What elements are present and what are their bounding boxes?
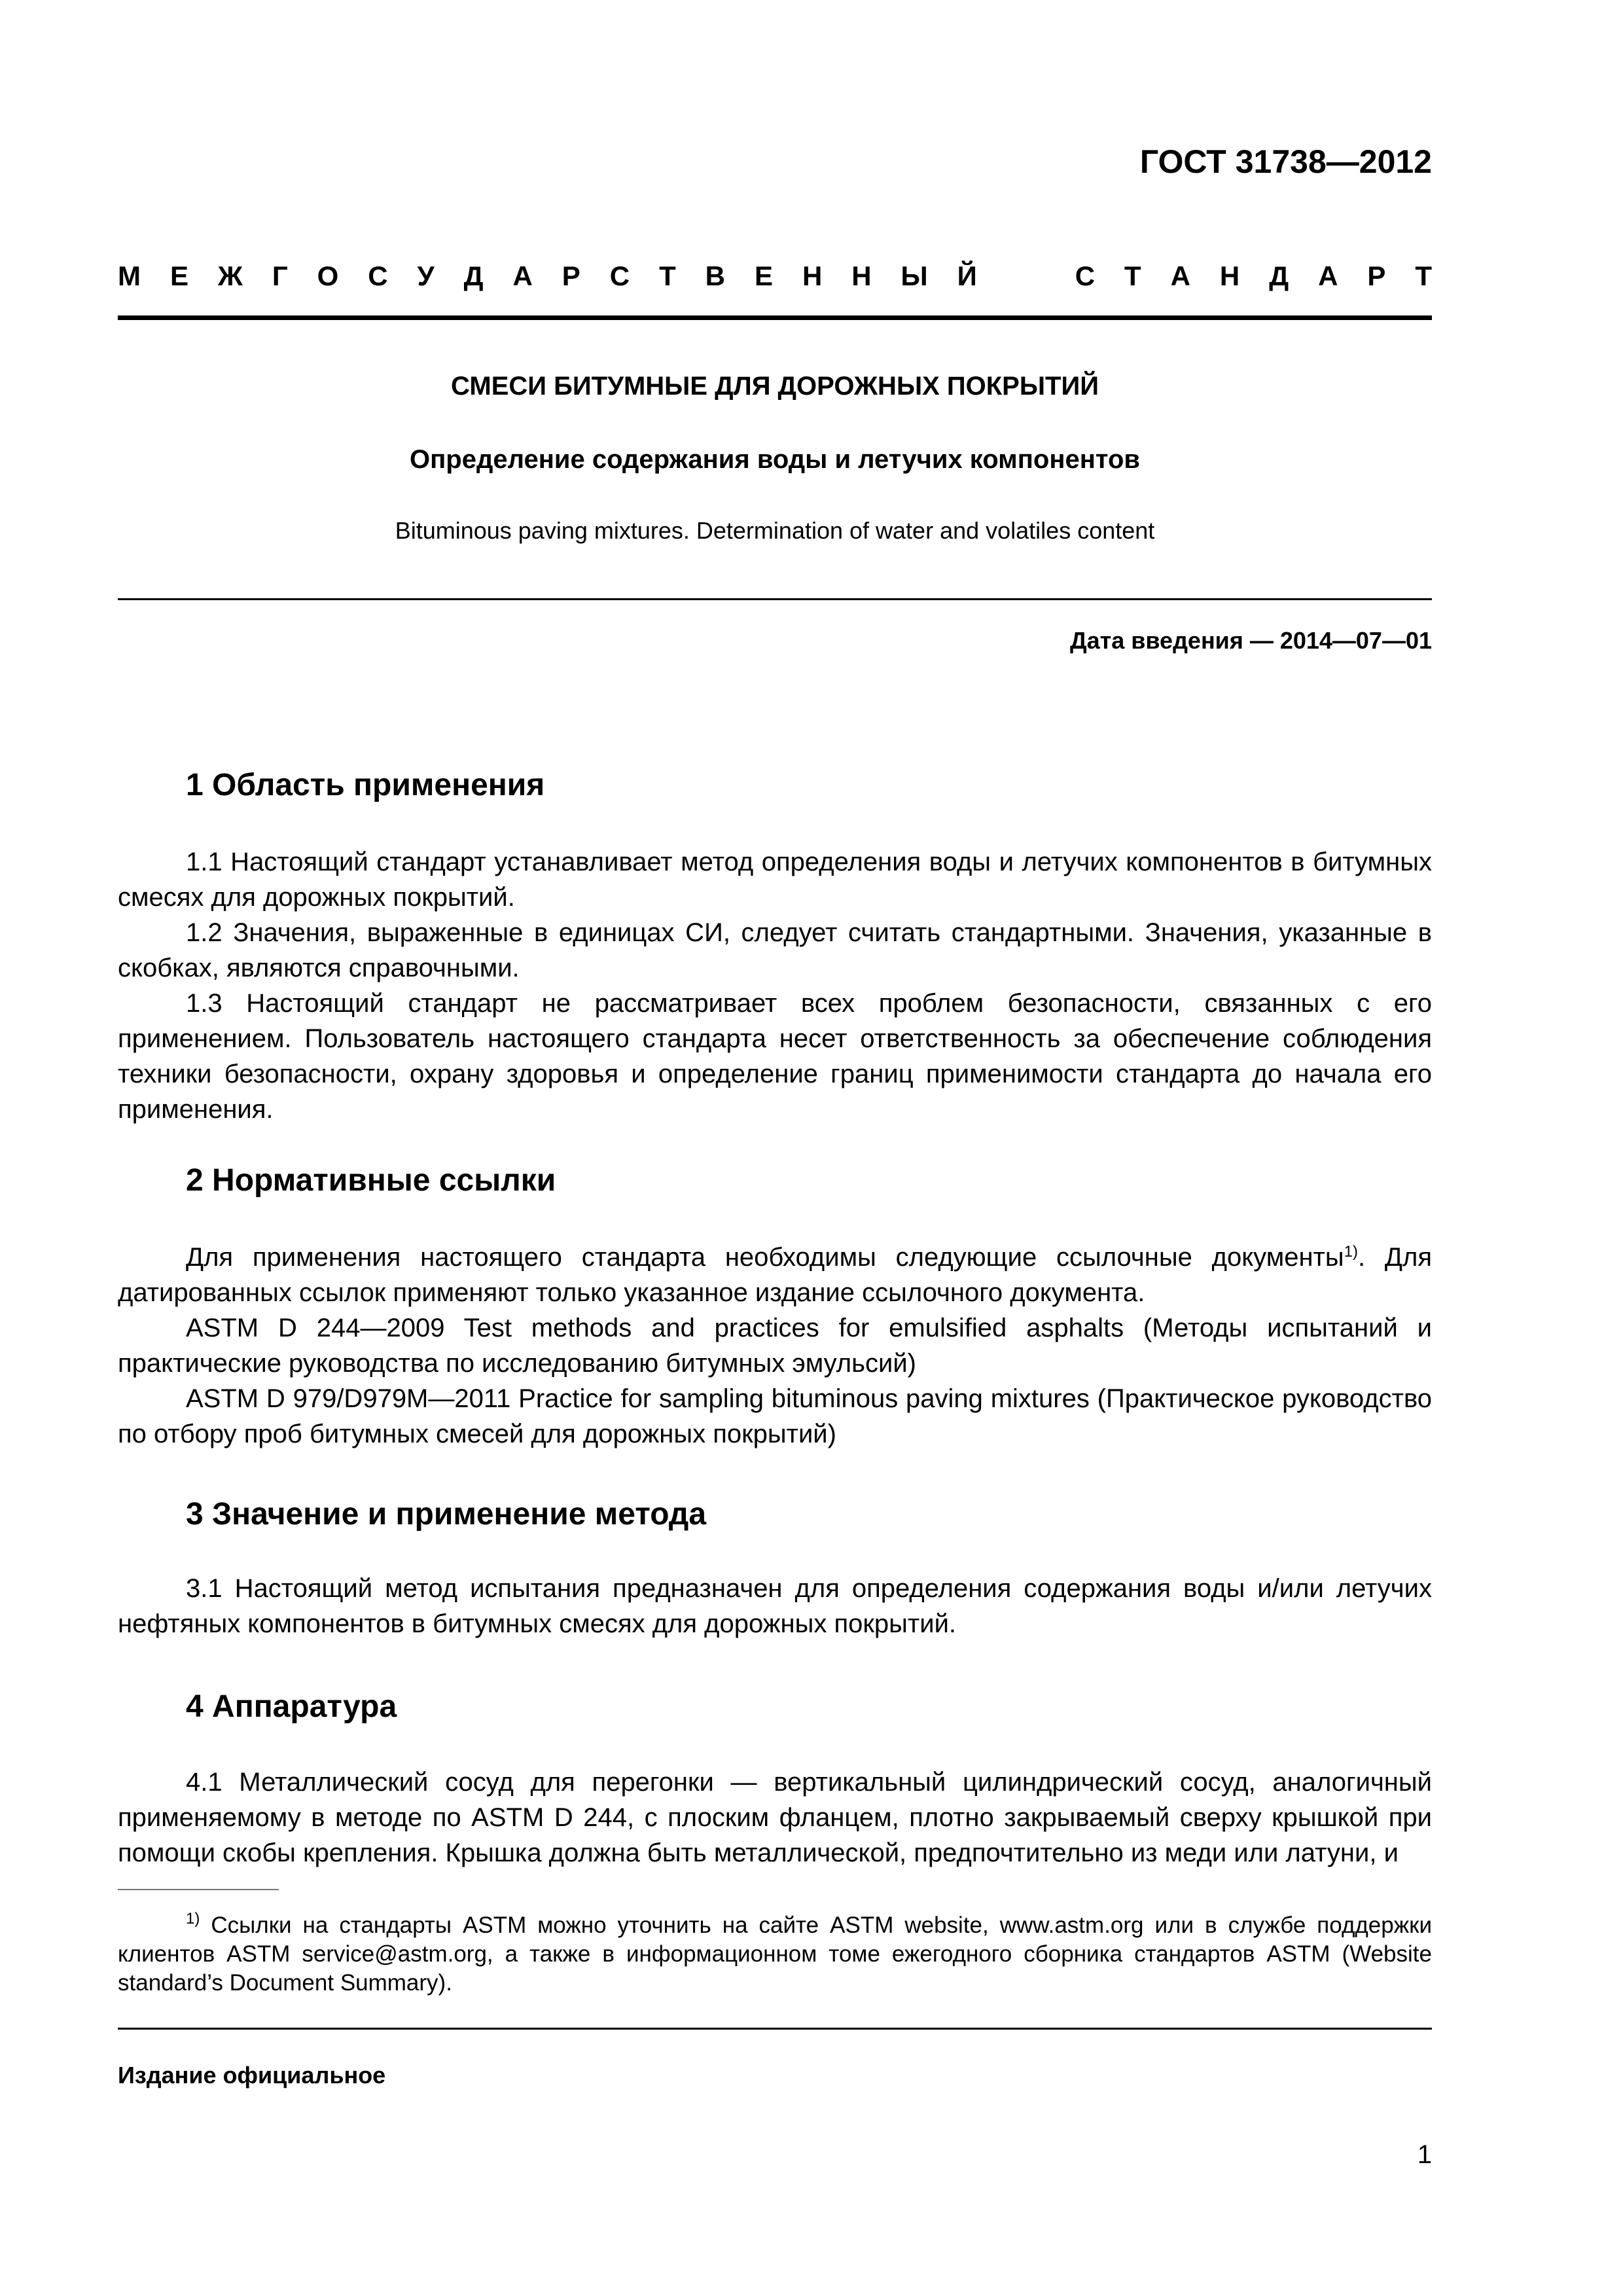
banner-letter: А — [512, 260, 533, 291]
footnote-text: Ссылки на стандарты ASTM можно уточнить на сайте ASTM website, www.astm.org или в службе поддержки клиентов ASTM service@astm.org, а также в информационном томе ежегодного сборника стандартов ASTM (Website standard’s Document Summary). — [118, 1912, 1433, 1996]
paragraph-2-2: ASTM D 244—2009 Test methods and practices for emulsified asphalts (Методы испытаний и практические руководства по исследованию битумных эмульсий) — [118, 1314, 1432, 1378]
paragraph-2-1-text-b: . Для датированных ссылок применяют только указанное издание ссылочного документа. — [118, 1243, 1432, 1307]
page-number: 1 — [1417, 2140, 1432, 2169]
section-heading-3: 3 Значение и применение метода — [186, 1497, 707, 1532]
banner-letter: Д — [1269, 260, 1289, 291]
paragraph-1-2: 1.2 Значения, выраженные в единицах СИ, следует считать стандартными. Значения, указанные в скобках, являются справочными. — [118, 918, 1432, 982]
banner-letter: Р — [1367, 260, 1386, 291]
title-rule — [118, 598, 1432, 600]
paragraph-1-3: 1.3 Настоящий стандарт не рассматривает всех проблем безопасности, связанных с его применением. Пользователь настоящего стандарта несет ответственность за обеспечение соблюдения техники безопасности, охрану здоровья и определение границ применимости стандарта до начала его применения. — [118, 989, 1432, 1124]
banner-letter: Р — [562, 260, 580, 291]
paragraph-3-1: 3.1 Настоящий метод испытания предназначен для определения содержания воды и/или летучих нефтяных компонентов в битумных смесях для дорожных покрытий. — [118, 1574, 1432, 1638]
footnote-separator — [118, 1889, 279, 1890]
banner-letter: Н — [851, 260, 872, 291]
document-title-english: Bituminous paving mixtures. Determination of water and volatiles content — [395, 517, 1155, 544]
banner-letter: Т — [659, 260, 676, 291]
official-edition-label: Издание официальное — [118, 2062, 386, 2089]
banner-letter: Н — [802, 260, 823, 291]
banner-letter: М — [118, 260, 141, 291]
banner-letter: А — [1170, 260, 1190, 291]
document-title: СМЕСИ БИТУМНЫЕ ДЛЯ ДОРОЖНЫХ ПОКРЫТИЙ — [451, 372, 1099, 401]
paragraph-2-3: ASTM D 979/D979M—2011 Practice for sampling bituminous paving mixtures (Практическое руководство по отбору проб битумных смесей для дорожных покрытий) — [118, 1384, 1432, 1448]
interstate-standard-banner — [118, 257, 1432, 296]
banner-letter: Т — [1124, 260, 1141, 291]
banner-letter: Ж — [217, 260, 243, 291]
banner-letter: В — [705, 260, 726, 291]
footer-rule — [118, 2028, 1432, 2030]
paragraph-2-1 — [118, 1240, 1432, 1310]
footnote-reference: 1) — [1344, 1243, 1358, 1261]
banner-letter: С — [609, 260, 630, 291]
banner-letter: У — [417, 260, 435, 291]
banner-letter: О — [317, 260, 339, 291]
banner-letter: Й — [957, 260, 977, 291]
section-heading-1: 1 Область применения — [186, 768, 545, 802]
banner-letter: Е — [754, 260, 773, 291]
section-heading-4: 4 Аппаратура — [186, 1689, 397, 1724]
section-heading-2: 2 Нормативные ссылки — [186, 1163, 556, 1198]
banner-letter: Е — [169, 260, 188, 291]
document-subtitle: Определение содержания воды и летучих компонентов — [410, 445, 1140, 474]
banner-letter: Г — [272, 260, 288, 291]
gost-number: ГОСТ 31738—2012 — [1139, 143, 1432, 180]
banner-letter: Д — [463, 260, 484, 291]
banner-letter: А — [1318, 260, 1338, 291]
banner-letter: Т — [1415, 260, 1432, 291]
paragraph-4-1: 4.1 Металлический сосуд для перегонки — вертикальный цилиндрический сосуд, аналогичный применяемому в методе по ASTM D 244, с плоским фланцем, плотно закрываемый сверху крышкой при помощи скобы крепления. Крышка должна быть металлической, предпочтительно из меди или латуни, и — [118, 1768, 1432, 1867]
footnote — [118, 1911, 1432, 1998]
paragraph-1-1: 1.1 Настоящий стандарт устанавливает метод определения воды и летучих компонентов в битумных смесях для дорожных покрытий. — [118, 848, 1432, 912]
paragraph-2-1-text-a: Для применения настоящего стандарта необходимы следующие ссылочные документы — [186, 1243, 1344, 1272]
banner-letter: Н — [1219, 260, 1240, 291]
banner-letter: С — [1075, 260, 1096, 291]
intro-date: Дата введения — 2014—07—01 — [1069, 627, 1432, 654]
banner-letter: Ы — [901, 260, 928, 291]
footnote-marker: 1) — [186, 1910, 200, 1928]
header-rule — [118, 315, 1432, 320]
banner-letter: С — [368, 260, 388, 291]
